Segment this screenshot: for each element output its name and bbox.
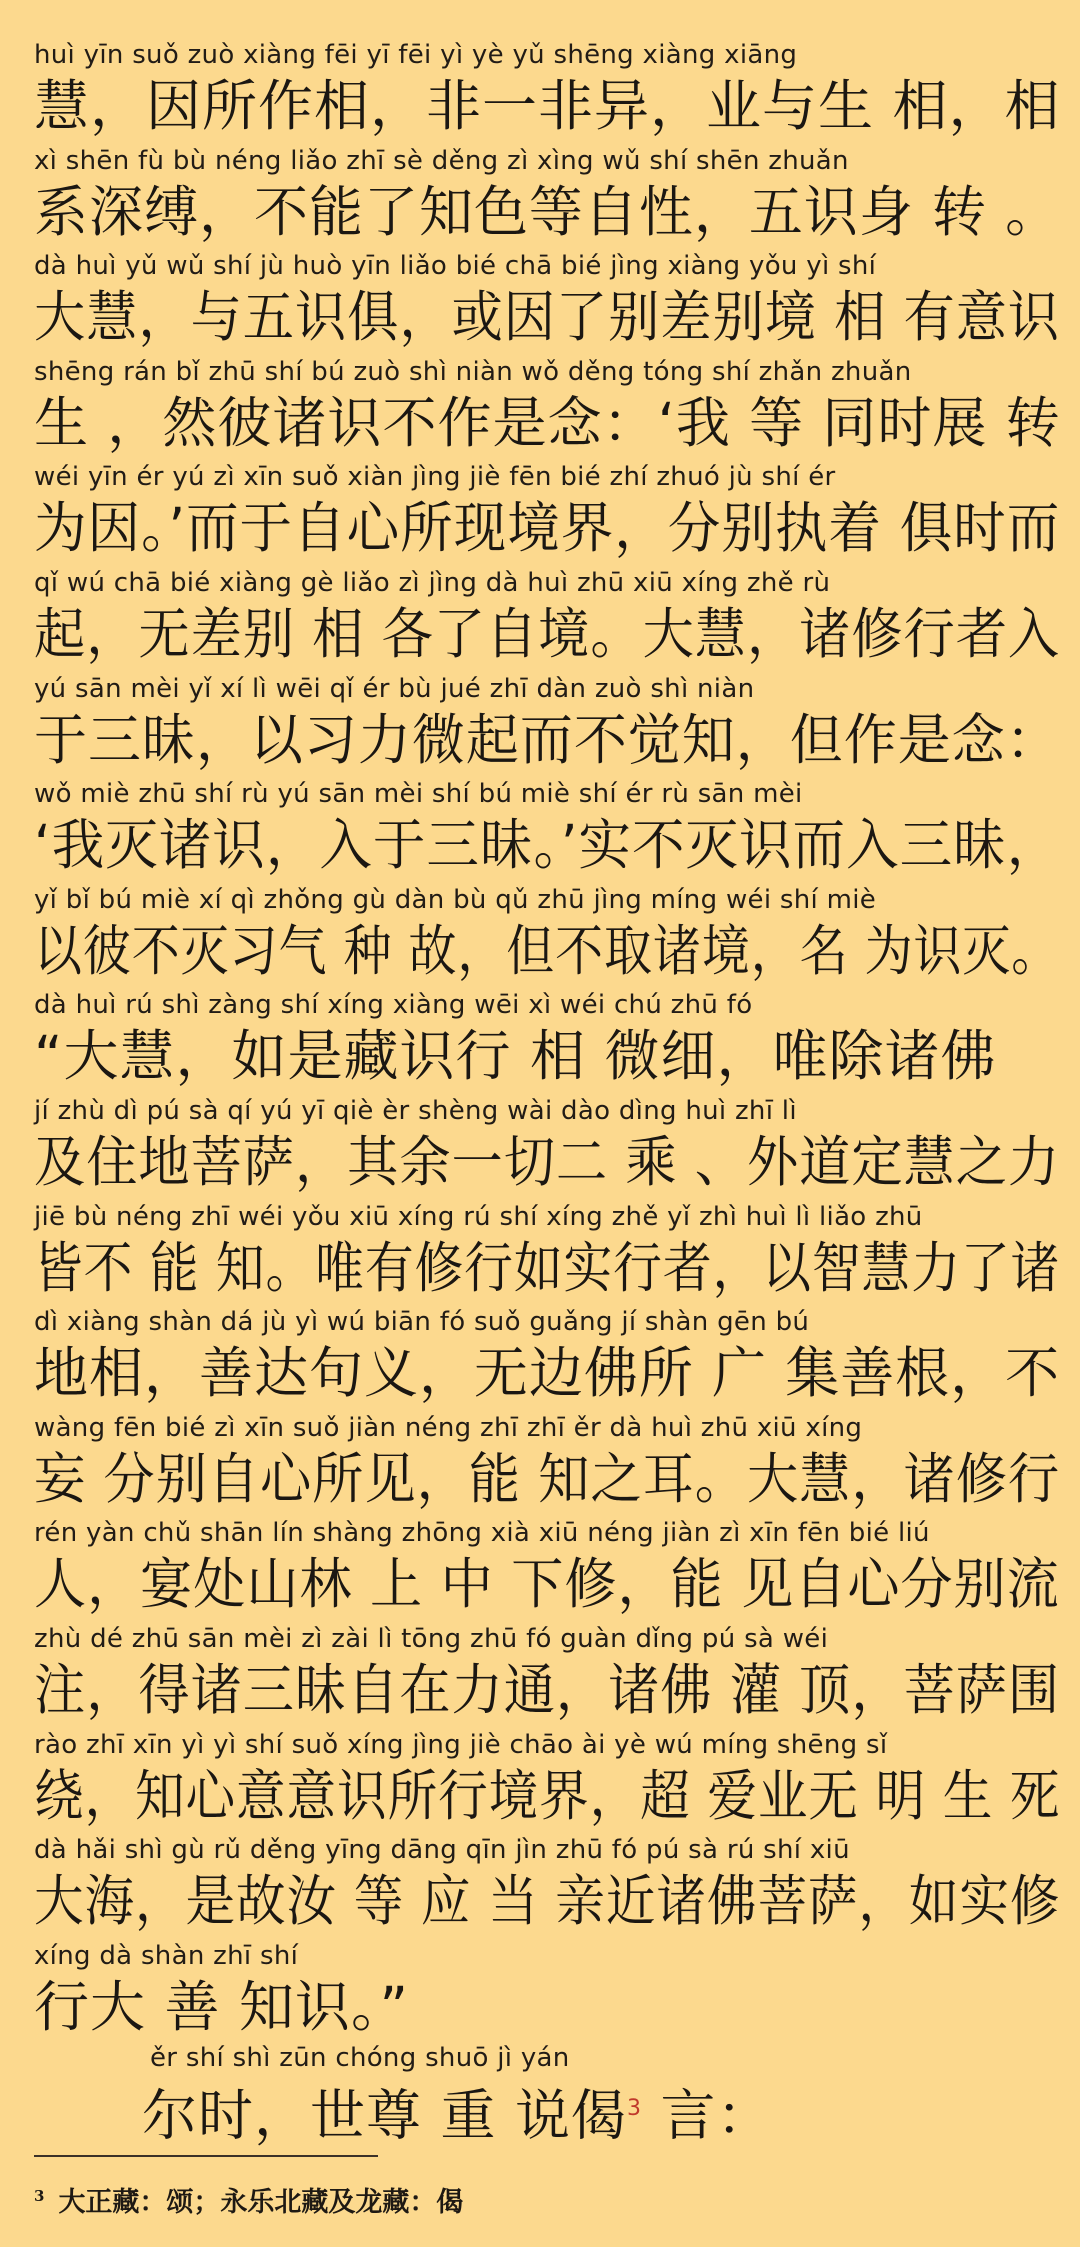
hanzi-line: 起，无差别 相 各了自境。大慧，诸修行者入 <box>34 602 1061 666</box>
text-line <box>0 1835 1080 1939</box>
pinyin-line: shēng rán bǐ zhū shí bú zuò shì niàn wǒ děng tóng shí zhǎn zhuǎn <box>34 356 912 387</box>
hanzi-line: 注，得诸三昧自在力通，诸佛 灌 顶，菩萨围 <box>34 1658 1061 1722</box>
hanzi-line: ‘我灭诸识，入于三昧。’实不灭识而入三昧， <box>34 813 1061 878</box>
pinyin-line: dì xiàng shàn dá jù yì wú biān fó suǒ guǎng jí shàn gēn bú <box>34 1307 810 1338</box>
footnote-divider <box>34 2155 378 2157</box>
verse-hanzi-main: 尔时，世尊 重 说偈 <box>142 2083 627 2148</box>
text-line <box>0 568 1080 672</box>
hanzi-line: 妄 分别自心所见，能 知之耳。大慧，诸修行 <box>34 1446 1061 1511</box>
footnote <box>34 2180 463 2219</box>
hanzi-line: 大慧，与五识俱，或因了别差别境 相 有意识 <box>34 285 1061 350</box>
text-line <box>0 1202 1080 1306</box>
hanzi-line: 绕，知心意意识所行境界，超 爱业无 明 生 死 <box>34 1763 1061 1828</box>
hanzi-line: 地相，善达句义，无边佛所 广 集善根，不 <box>34 1341 1061 1406</box>
pinyin-line: dà huì rú shì zàng shí xíng xiàng wēi xì wéi chú zhū fó <box>34 990 753 1021</box>
text-line <box>0 40 1080 144</box>
pinyin-line: wàng fēn bié zì xīn suǒ jiàn néng zhī zhī ěr dà huì zhū xiū xíng <box>34 1412 863 1443</box>
hanzi-line: 系深缚，不能了知色等自性，五识身 转 。 <box>34 179 1061 244</box>
text-line <box>0 357 1080 461</box>
pinyin-line: jí zhù dì pú sà qí yú yī qiè èr shèng wài dào dìng huì zhī lì <box>34 1096 797 1126</box>
pinyin-line: jiē bù néng zhī wéi yǒu xiū xíng rú shí xíng zhě yǐ zhì huì lì liǎo zhū <box>34 1201 923 1232</box>
verse-hanzi <box>142 2079 773 2148</box>
footnote-text: 大正藏：颂；永乐北藏及龙藏：偈 <box>58 2187 464 2218</box>
footnote-marker: 3 <box>626 2096 642 2121</box>
text-line <box>0 251 1080 355</box>
hanzi-line: 大海，是故汝 等 应 当 亲近诸佛菩萨，如实修 <box>34 1869 1061 1934</box>
hanzi-line: 生 ，然彼诸识不作是念：‘我 等 同时展 转 <box>34 390 1061 455</box>
footnote-number: 3 <box>34 2187 45 2205</box>
pinyin-line: wéi yīn ér yú zì xīn suǒ xiàn jìng jiè fēn bié zhí zhuó jù shí ér <box>34 462 836 493</box>
hanzi-line: 为因。’而于自心所现境界，分别执着 俱时而 <box>34 496 1061 561</box>
pinyin-line: rén yàn chǔ shān lín shàng zhōng xià xiū néng jiàn zì xīn fēn bié liú <box>34 1518 930 1549</box>
pinyin-line: wǒ miè zhū shí rù yú sān mèi shí bú miè shí ér rù sān mèi <box>34 779 803 810</box>
pinyin-line: yǐ bǐ bú miè xí qì zhǒng gù dàn bù qǔ zhū jìng míng wéi shí miè <box>34 884 877 915</box>
text-line <box>0 1730 1080 1834</box>
text-line <box>0 1624 1080 1728</box>
pinyin-line: huì yīn suǒ zuò xiàng fēi yī fēi yì yè yǔ shēng xiàng xiāng <box>34 40 798 70</box>
hanzi-line: 皆不 能 知。唯有修行如实行者，以智慧力了诸 <box>34 1235 1061 1300</box>
text-line <box>0 1413 1080 1517</box>
pinyin-line: dà hǎi shì gù rǔ děng yīng dāng qīn jìn zhū fó pú sà rú shí xiū <box>34 1835 850 1866</box>
verse-pinyin: ěr shí shì zūn chóng shuō jì yán <box>150 2043 570 2073</box>
pinyin-line: xíng dà shàn zhī shí <box>34 1940 299 1971</box>
text-line <box>0 885 1080 989</box>
verse-hanzi-end: 言： <box>641 2083 773 2148</box>
text-line <box>0 1307 1080 1411</box>
pinyin-line: xì shēn fù bù néng liǎo zhī sè děng zì xìng wǔ shí shēn zhuǎn <box>34 145 849 176</box>
verse-line <box>0 2043 1080 2147</box>
pinyin-line: rào zhī xīn yì yì shí suǒ xíng jìng jiè chāo ài yè wú míng shēng sǐ <box>34 1729 888 1760</box>
pinyin-line: qǐ wú chā bié xiàng gè liǎo zì jìng dà huì zhū xiū xíng zhě rù <box>34 568 831 598</box>
hanzi-line: “大慧，如是藏识行 相 微细，唯除诸佛 <box>34 1024 997 1089</box>
hanzi-line: 慧，因所作相，非一非异，业与生 相，相 <box>34 74 1061 138</box>
text-line <box>0 779 1080 883</box>
pinyin-line: zhù dé zhū sān mèi zì zài lì tōng zhū fó guàn dǐng pú sà wéi <box>34 1624 829 1654</box>
hanzi-line: 及住地菩萨，其余一切二 乘 、外道定慧之力 <box>34 1130 1061 1194</box>
text-line <box>0 146 1080 250</box>
text-line <box>0 1518 1080 1622</box>
pinyin-line: dà huì yǔ wǔ shí jù huò yīn liǎo bié chā bié jìng xiàng yǒu yì shí <box>34 251 877 282</box>
hanzi-line: 于三昧，以习力微起而不觉知，但作是念： <box>34 707 1060 772</box>
text-line <box>0 1096 1080 1200</box>
text-line <box>0 990 1080 1094</box>
hanzi-line: 行大 善 知识。” <box>34 1974 409 2039</box>
hanzi-line: 人，宴处山林 上 中 下修，能 见自心分别流 <box>34 1552 1060 1617</box>
text-line <box>0 1941 1080 2045</box>
text-line <box>0 462 1080 566</box>
hanzi-line: 以彼不灭习气 种 故，但不取诸境，名 为识灭。 <box>34 918 1061 983</box>
text-line <box>0 674 1080 778</box>
pinyin-line: yú sān mèi yǐ xí lì wēi qǐ ér bù jué zhī dàn zuò shì niàn <box>34 673 755 704</box>
